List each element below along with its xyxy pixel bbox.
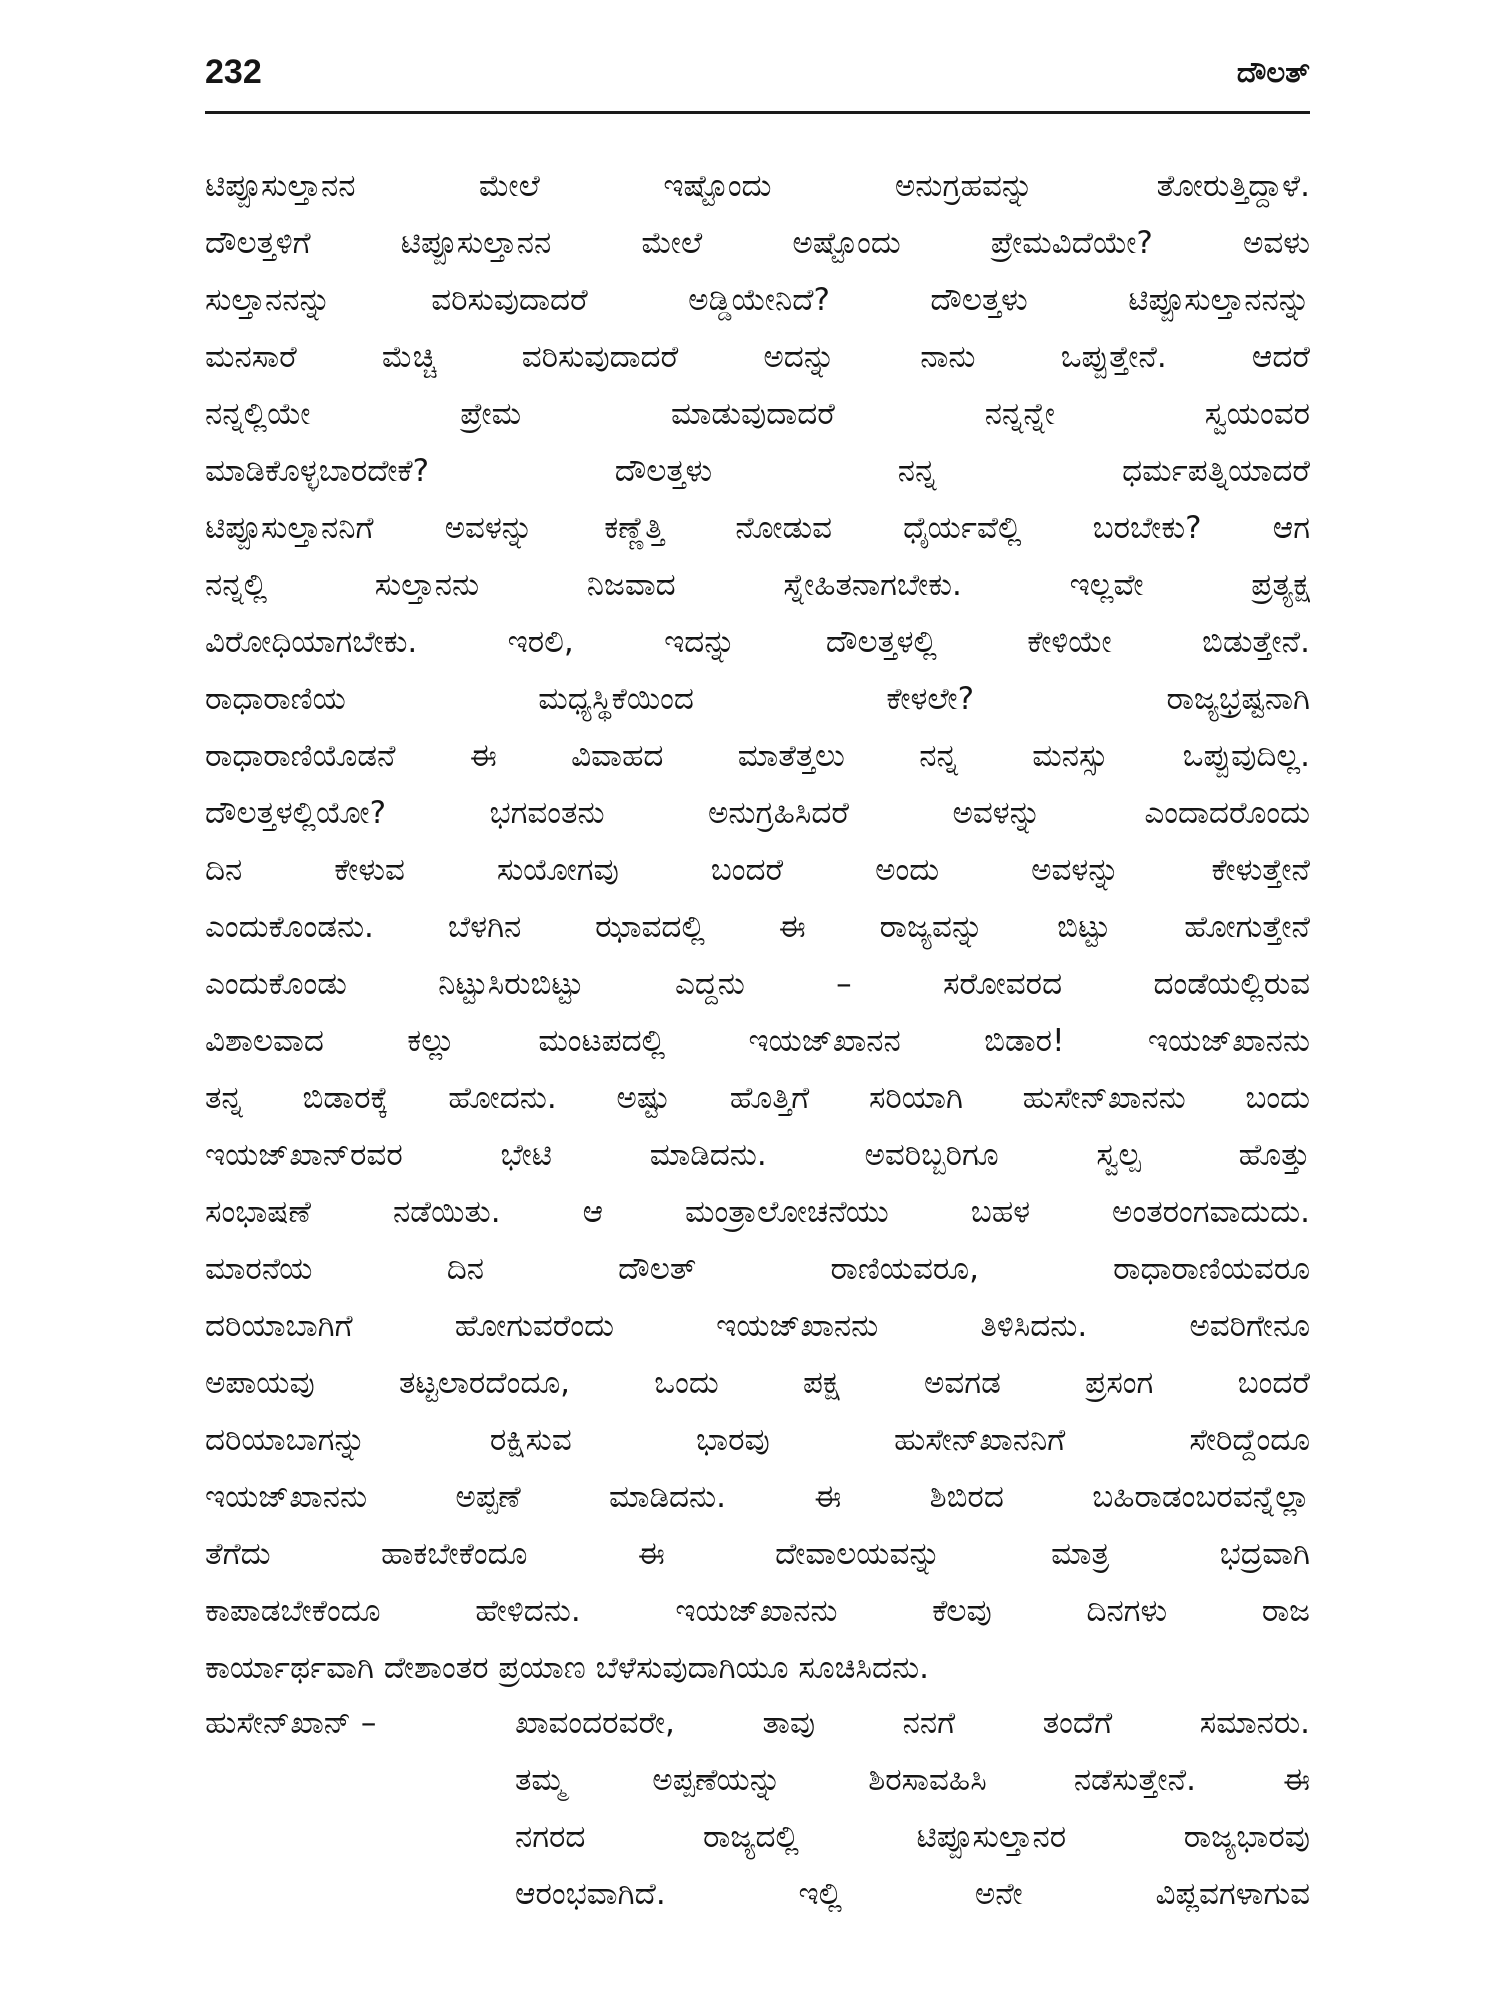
text-line: ನನ್ನಲ್ಲಿಯೇ ಪ್ರೇಮ ಮಾಡುವುದಾದರೆ ನನ್ನನ್ನೇ ಸ್ವಯಂವರ bbox=[205, 396, 1310, 432]
text-line: ದರಿಯಾಬಾಗನ್ನು ರಕ್ಷಿಸುವ ಭಾರವು ಹುಸೇನ್‌ಖಾನನಿಗೆ ಸೇರಿದ್ದೆಂದೂ bbox=[205, 1422, 1310, 1458]
speaker-name: ಹುಸೇನ್‌ಖಾನ್ – bbox=[205, 1705, 377, 1741]
text-line: ಟಿಪ್ಪೂಸುಲ್ತಾನನಿಗೆ ಅವಳನ್ನು ಕಣ್ಣೆತ್ತಿ ನೋಡುವ ಧೈರ್ಯವೆಲ್ಲಿ ಬರಬೇಕು? ಆಗ bbox=[205, 510, 1310, 546]
dialogue-line: ಆರಂಭವಾಗಿದೆ. ಇಲ್ಲಿ ಅನೇ ವಿಪ್ಲವಗಳಾಗುವ bbox=[515, 1876, 1310, 1912]
page-number: 232 bbox=[205, 53, 262, 91]
text-line: ಸಂಭಾಷಣೆ ನಡೆಯಿತು. ಆ ಮಂತ್ರಾಲೋಚನೆಯು ಬಹಳ ಅಂತರಂಗವಾದುದು. bbox=[205, 1194, 1310, 1230]
text-line: ಕಾರ್ಯಾರ್ಥವಾಗಿ ದೇಶಾಂತರ ಪ್ರಯಾಣ ಬೆಳೆಸುವುದಾಗಿಯೂ ಸೂಚಿಸಿದನು. bbox=[205, 1650, 929, 1686]
text-line: ರಾಧಾರಾಣಿಯೊಡನೆ ಈ ವಿವಾಹದ ಮಾತೆತ್ತಲು ನನ್ನ ಮನಸ್ಸು ಒಪ್ಪುವುದಿಲ್ಲ. bbox=[205, 738, 1310, 774]
dialogue-block bbox=[205, 1695, 1310, 1912]
text-line: ಇಯಜ್‌ಖಾನನು ಅಪ್ಪಣೆ ಮಾಡಿದನು. ಈ ಶಿಬಿರದ ಬಹಿರಾಡಂಬರವನ್ನೆಲ್ಲಾ bbox=[205, 1479, 1310, 1515]
text-line: ಮನಸಾರೆ ಮೆಚ್ಚಿ ವರಿಸುವುದಾದರೆ ಅದನ್ನು ನಾನು ಒಪ್ಪುತ್ತೇನೆ. ಆದರೆ bbox=[205, 339, 1310, 375]
text-line: ದೌಲತ್ತಳಿಗೆ ಟಿಪ್ಪೂಸುಲ್ತಾನನ ಮೇಲೆ ಅಷ್ಟೊಂದು ಪ್ರೇಮವಿದೆಯೇ? ಅವಳು bbox=[205, 225, 1310, 261]
text-line: ಎಂದುಕೊಂಡನು. ಬೆಳಗಿನ ಝಾವದಲ್ಲಿ ಈ ರಾಜ್ಯವನ್ನು ಬಿಟ್ಟು ಹೋಗುತ್ತೇನೆ bbox=[205, 909, 1310, 945]
text-line: ಎಂದುಕೊಂಡು ನಿಟ್ಟುಸಿರುಬಿಟ್ಟು ಎದ್ದನು – ಸರೋವರದ ದಂಡೆಯಲ್ಲಿರುವ bbox=[205, 966, 1310, 1002]
text-line: ಅಪಾಯವು ತಟ್ಟಲಾರದೆಂದೂ, ಒಂದು ಪಕ್ಷ ಅವಗಡ ಪ್ರಸಂಗ ಬಂದರೆ bbox=[205, 1365, 1310, 1401]
text-line: ದರಿಯಾಬಾಗಿಗೆ ಹೋಗುವರೆಂದು ಇಯಜ್‌ಖಾನನು ತಿಳಿಸಿದನು. ಅವರಿಗೇನೂ bbox=[205, 1308, 1310, 1344]
header-rule bbox=[205, 111, 1310, 114]
text-line: ಮಾರನೆಯ ದಿನ ದೌಲತ್ ರಾಣಿಯವರೂ, ರಾಧಾರಾಣಿಯವರೂ bbox=[205, 1251, 1310, 1287]
text-line: ಸುಲ್ತಾನನನ್ನು ವರಿಸುವುದಾದರೆ ಅಡ್ಡಿಯೇನಿದೆ? ದೌಲತ್ತಳು ಟಿಪ್ಪೂಸುಲ್ತಾನನನ್ನು bbox=[205, 282, 1310, 318]
running-title: ದೌಲತ್ bbox=[1236, 55, 1310, 89]
text-line: ಇಯಜ್‌ಖಾನ್‌ರವರ ಭೇಟಿ ಮಾಡಿದನು. ಅವರಿಬ್ಬರಿಗೂ ಸ್ವಲ್ಪ ಹೊತ್ತು bbox=[205, 1137, 1310, 1173]
running-head bbox=[205, 52, 1310, 112]
text-line: ಮಾಡಿಕೊಳ್ಳಬಾರದೇಕೆ? ದೌಲತ್ತಳು ನನ್ನ ಧರ್ಮಪತ್ನಿಯಾದರೆ bbox=[205, 453, 1310, 489]
dialogue-line: ತಮ್ಮ ಅಪ್ಪಣೆಯನ್ನು ಶಿರಸಾವಹಿಸಿ ನಡೆಸುತ್ತೇನೆ. ಈ bbox=[515, 1762, 1310, 1798]
dialogue-text bbox=[515, 1695, 1310, 1923]
text-line: ದೌಲತ್ತಳಲ್ಲಿಯೋ? ಭಗವಂತನು ಅನುಗ್ರಹಿಸಿದರೆ ಅವಳನ್ನು ಎಂದಾದರೊಂದು bbox=[205, 795, 1310, 831]
text-line: ತನ್ನ ಬಿಡಾರಕ್ಕೆ ಹೋದನು. ಅಷ್ಟು ಹೊತ್ತಿಗೆ ಸರಿಯಾಗಿ ಹುಸೇನ್‌ಖಾನನು ಬಂದು bbox=[205, 1080, 1310, 1116]
text-line: ವಿರೋಧಿಯಾಗಬೇಕು. ಇರಲಿ, ಇದನ್ನು ದೌಲತ್ತಳಲ್ಲಿ ಕೇಳಿಯೇ ಬಿಡುತ್ತೇನೆ. bbox=[205, 624, 1310, 660]
text-line: ತೆಗೆದು ಹಾಕಬೇಕೆಂದೂ ಈ ದೇವಾಲಯವನ್ನು ಮಾತ್ರ ಭದ್ರವಾಗಿ bbox=[205, 1536, 1310, 1572]
text-line: ದಿನ ಕೇಳುವ ಸುಯೋಗವು ಬಂದರೆ ಅಂದು ಅವಳನ್ನು ಕೇಳುತ್ತೇನೆ bbox=[205, 852, 1310, 888]
dialogue-line: ನಗರದ ರಾಜ್ಯದಲ್ಲಿ ಟಿಪ್ಪೂಸುಲ್ತಾನರ ರಾಜ್ಯಭಾರವು bbox=[515, 1819, 1310, 1855]
dialogue-line: ಖಾವಂದರವರೇ, ತಾವು ನನಗೆ ತಂದೆಗೆ ಸಮಾನರು. bbox=[515, 1705, 1310, 1741]
body-paragraph bbox=[205, 158, 1310, 1697]
text-line: ಟಿಪ್ಪೂಸುಲ್ತಾನನ ಮೇಲೆ ಇಷ್ಟೊಂದು ಅನುಗ್ರಹವನ್ನು ತೋರುತ್ತಿದ್ದಾಳೆ. bbox=[205, 168, 1310, 204]
text-line: ನನ್ನಲ್ಲಿ ಸುಲ್ತಾನನು ನಿಜವಾದ ಸ್ನೇಹಿತನಾಗಬೇಕು. ಇಲ್ಲವೇ ಪ್ರತ್ಯಕ್ಷ bbox=[205, 567, 1310, 603]
dialogue-row bbox=[205, 1695, 1310, 1912]
text-line: ವಿಶಾಲವಾದ ಕಲ್ಲು ಮಂಟಪದಲ್ಲಿ ಇಯಜ್‌ಖಾನನ ಬಿಡಾರ! ಇಯಜ್‌ಖಾನನು bbox=[205, 1023, 1310, 1059]
text-line: ಕಾಪಾಡಬೇಕೆಂದೂ ಹೇಳಿದನು. ಇಯಜ್‌ಖಾನನು ಕೆಲವು ದಿನಗಳು ರಾಜ bbox=[205, 1593, 1310, 1629]
text-line: ರಾಧಾರಾಣಿಯ ಮಧ್ಯಸ್ಥಿಕೆಯಿಂದ ಕೇಳಲೇ? ರಾಜ್ಯಭ್ರಷ್ಟನಾಗಿ bbox=[205, 681, 1310, 717]
